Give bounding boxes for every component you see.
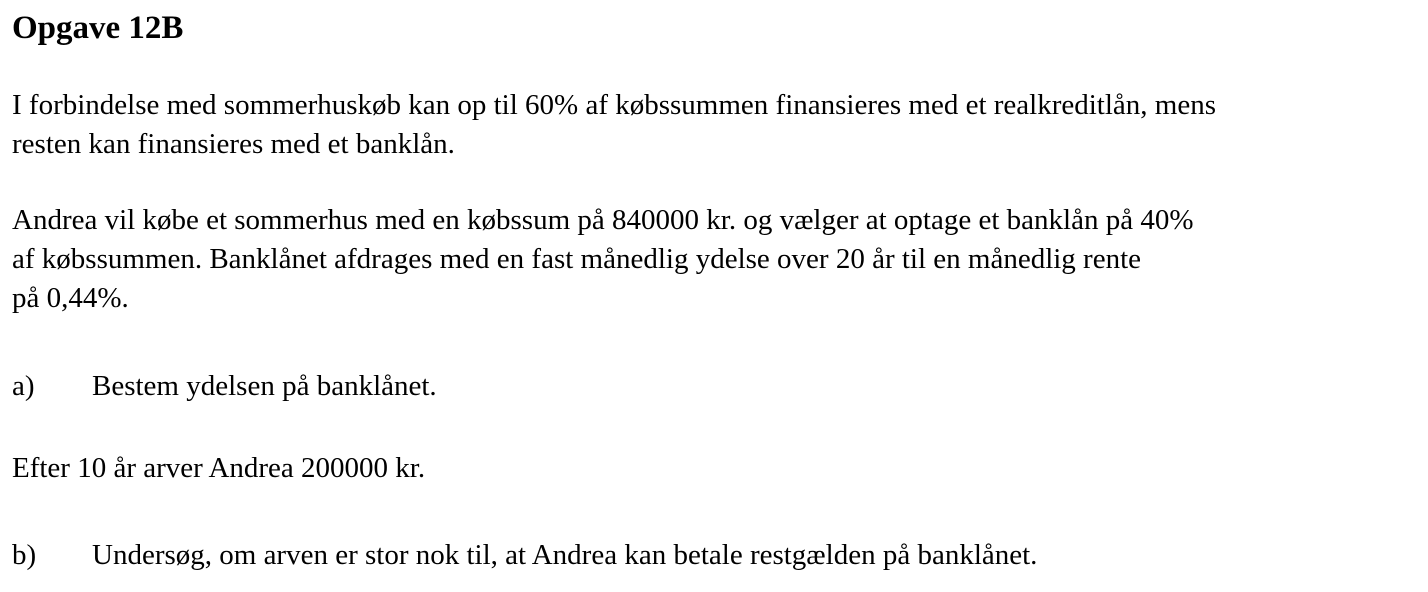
intro-line-2: resten kan finansieres med et banklån. xyxy=(12,128,455,160)
task-b-label: b) xyxy=(12,539,37,571)
task-a-text: Bestem ydelsen på banklånet. xyxy=(92,370,437,402)
task-b-text: Undersøg, om arven er stor nok til, at Andrea kan betale restgælden på banklånet. xyxy=(92,539,1038,571)
exercise-title: Opgave 12B xyxy=(12,10,184,46)
task-a-label: a) xyxy=(12,370,35,402)
intro-line-1: I forbindelse med sommerhuskøb kan op til 60% af købssummen finansieres med et realkreditlån, mens xyxy=(12,89,1217,121)
scenario-line-1: Andrea vil købe et sommerhus med en købssum på 840000 kr. og vælger at optage et banklån på 40% xyxy=(12,204,1194,236)
intro-paragraph xyxy=(12,86,1216,164)
scenario-line-2: af købssummen. Banklånet afdrages med en fast månedlig ydelse over 20 år til en månedlig rente xyxy=(12,243,1142,275)
scenario-paragraph xyxy=(12,201,1194,318)
scenario-line-3: på 0,44%. xyxy=(12,282,129,314)
inheritance-paragraph: Efter 10 år arver Andrea 200000 kr. xyxy=(12,452,426,484)
